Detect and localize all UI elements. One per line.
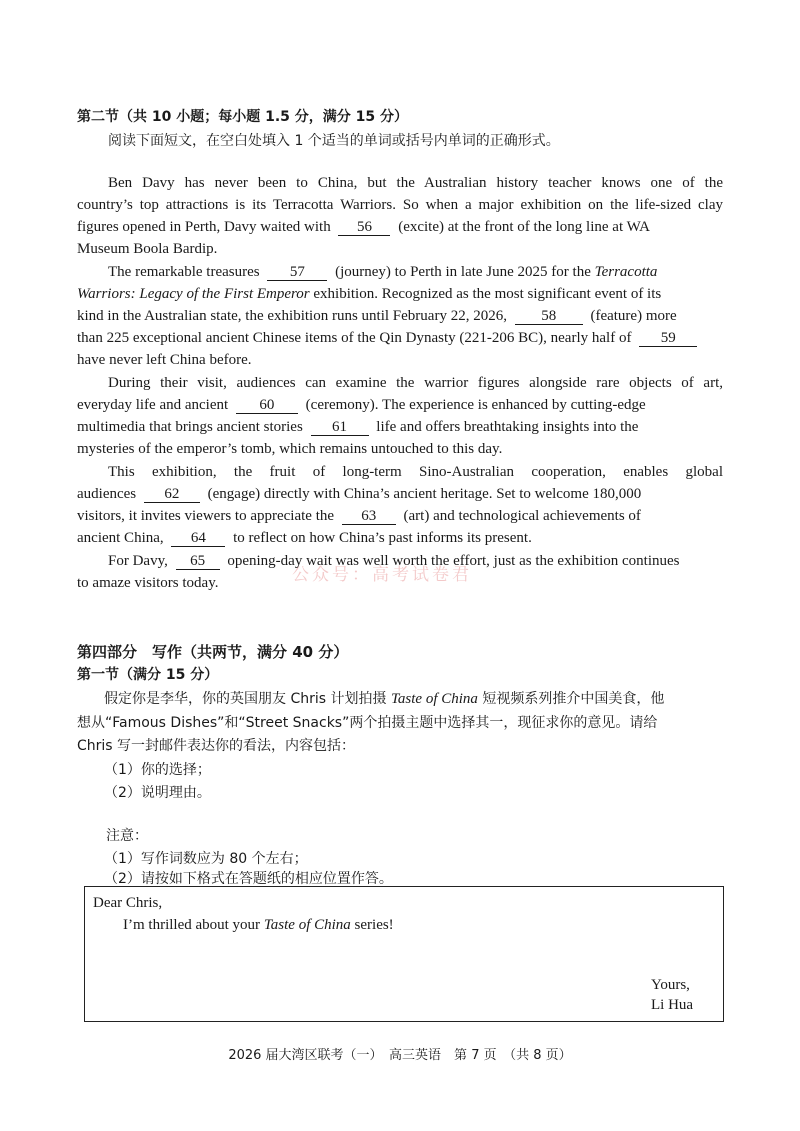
blank-62[interactable]: 62 (144, 486, 200, 503)
passage-line (108, 553, 679, 570)
passage-text: audiences (77, 486, 137, 502)
passage-text: (excite) at the front of the long line at WA (398, 219, 650, 235)
blank-61[interactable]: 61 (311, 419, 369, 436)
passage-line: Ben Davy has never been to China, but the Australian history teacher knows one of the (108, 175, 723, 191)
passage-text: (feature) more (590, 308, 677, 324)
letter-opening (123, 917, 394, 934)
passage-line (77, 286, 661, 303)
passage-line (77, 486, 641, 503)
section-1-heading: 第一节（满分 15 分） (77, 667, 219, 683)
passage-line: have never left China before. (77, 352, 252, 368)
blank-64[interactable]: 64 (171, 530, 225, 547)
blank-57[interactable]: 57 (267, 264, 327, 281)
writing-prompt-line: 想从“Famous Dishes”和“Street Snacks”两个拍摄主题中选择其一，现征求你的意见。请给 (77, 715, 658, 731)
writing-prompt-line: Chris 写一封邮件表达你的看法，内容包括： (77, 738, 356, 754)
blank-59[interactable]: 59 (639, 330, 697, 347)
passage-text: (engage) directly with China’s ancient heritage. Set to welcome 180,000 (207, 486, 642, 502)
passage-line: Museum Boola Bardip. (77, 241, 218, 257)
passage-text: (ceremony). The experience is enhanced by cutting-edge (305, 397, 646, 413)
exhibition-title: Terracotta (594, 264, 658, 280)
blank-60[interactable]: 60 (236, 397, 298, 414)
letter-greeting: Dear Chris, (93, 895, 163, 911)
passage-text: exhibition. Recognized as the most significant event of its (313, 286, 662, 302)
prompt-text: 短视频系列推介中国美食，他 (482, 691, 665, 707)
passage-text: The remarkable treasures (108, 264, 260, 280)
letter-answer-box[interactable] (84, 886, 724, 1022)
letter-closing: Yours, (651, 977, 690, 993)
passage-line (77, 308, 677, 325)
passage-text: opening-day wait was well worth the effort, just as the exhibition continues (227, 553, 680, 569)
page-footer: 2026 届大湾区联考（一） 高三英语 第 7 页 （共 8 页） (228, 1048, 572, 1063)
passage-text: For Davy, (108, 553, 168, 569)
part-4-heading: 第四部分 写作（共两节，满分 40 分） (77, 643, 349, 661)
passage-text: to reflect on how China’s past informs its present. (233, 530, 532, 546)
passage-line: This exhibition, the fruit of long-term Sino-Australian cooperation, enables global (108, 464, 723, 480)
passage-text: (art) and technological achievements of (403, 508, 641, 524)
note-2: （2）请按如下格式在答题纸的相应位置作答。 (104, 871, 393, 887)
passage-text: life and offers breathtaking insights into the (376, 419, 639, 435)
passage-line (77, 330, 701, 347)
watermark: 公众号：高考试卷君 (292, 565, 472, 585)
passage-text: (journey) to Perth in late June 2025 for the (335, 264, 591, 280)
passage-text: ancient China, (77, 530, 164, 546)
passage-text: multimedia that brings ancient stories (77, 419, 303, 435)
passage-line (77, 397, 646, 414)
writing-prompt-line (104, 688, 664, 708)
notes-title: 注意： (106, 828, 148, 844)
section-2-instruction: 阅读下面短文，在空白处填入 1 个适当的单词或括号内单词的正确形式。 (108, 133, 560, 149)
passage-line: to amaze visitors today. (77, 575, 219, 591)
exhibition-title: Warriors: Legacy of the First Emperor (77, 286, 310, 302)
passage-line: mysteries of the emperor’s tomb, which remains untouched to this day. (77, 441, 503, 457)
prompt-text: 假定你是李华，你的英国朋友 Chris 计划拍摄 (104, 691, 387, 707)
passage-line (77, 419, 638, 436)
passage-line (108, 264, 657, 281)
content-point-1: （1）你的选择； (104, 762, 211, 778)
letter-signature: Li Hua (651, 997, 694, 1013)
blank-65[interactable]: 65 (176, 553, 220, 570)
content-point-2: （2）说明理由。 (104, 785, 211, 801)
passage-line (77, 219, 650, 236)
series-title: Taste of China (263, 917, 351, 933)
letter-text: I’m thrilled about your (123, 917, 261, 933)
blank-58[interactable]: 58 (515, 308, 583, 325)
passage-text: visitors, it invites viewers to appreciate the (77, 508, 335, 524)
passage-line (77, 530, 532, 547)
letter-text: series! (354, 917, 394, 933)
passage-text: kind in the Australian state, the exhibition runs until February 22, 2026, (77, 308, 507, 324)
blank-56[interactable]: 56 (338, 219, 390, 236)
passage-line: During their visit, audiences can examine the warrior figures alongside rare objects of art, (108, 375, 723, 391)
blank-63[interactable]: 63 (342, 508, 396, 525)
passage-text: figures opened in Perth, Davy waited with (77, 219, 331, 235)
note-1: （1）写作词数应为 80 个左右； (104, 851, 308, 867)
passage-text: than 225 exceptional ancient Chinese items of the Qin Dynasty (221-206 BC), nearly half of (77, 330, 632, 346)
passage-line: country’s top attractions is its Terracotta Warriors. So when a major exhibition on the life-sized clay (77, 197, 723, 213)
series-title: Taste of China (390, 691, 478, 707)
passage-text: everyday life and ancient (77, 397, 229, 413)
section-2-heading: 第二节（共 10 小题；每小题 1.5 分，满分 15 分） (77, 109, 409, 125)
passage-line (77, 508, 641, 525)
